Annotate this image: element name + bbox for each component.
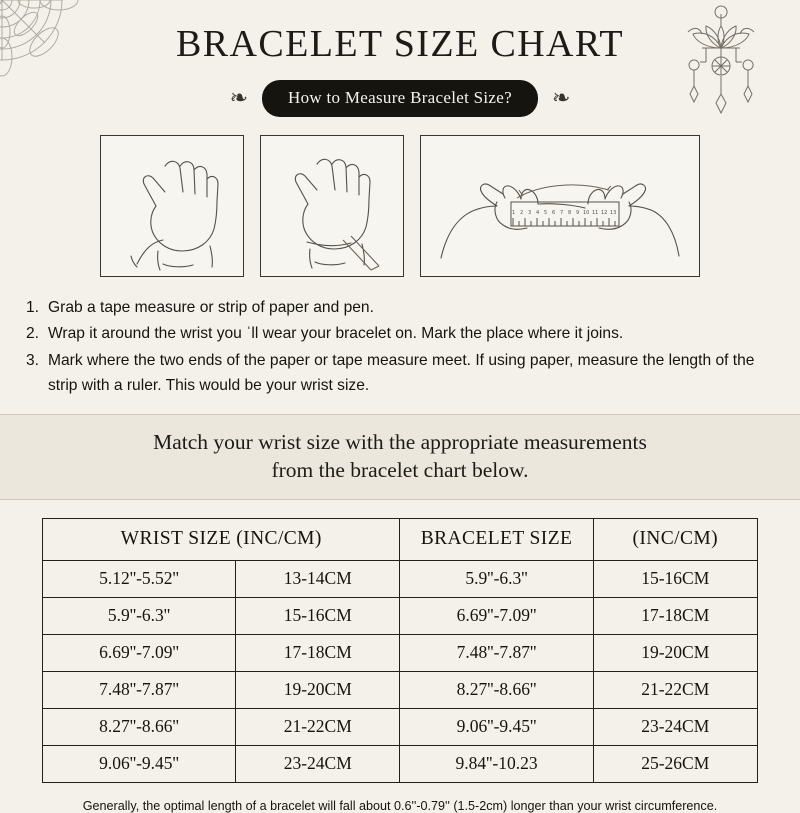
- cell-wrist-inches: 5.12''-5.52'': [43, 560, 236, 597]
- subtitle-row: [0, 80, 800, 117]
- illustration-hand-with-paper-strip: [260, 135, 404, 277]
- step-number: 2.: [26, 325, 40, 343]
- cell-wrist-cm: 21-22CM: [236, 708, 400, 745]
- table-row: [43, 745, 758, 782]
- list-item: [26, 295, 770, 320]
- match-instruction-band: [0, 414, 800, 500]
- svg-text:1: 1: [512, 210, 516, 216]
- flourish-right-icon: ❧: [551, 86, 571, 111]
- cell-bracelet-inches: 9.06''-9.45'': [400, 708, 593, 745]
- table-header-row: [43, 518, 758, 560]
- page-title: BRACELET SIZE CHART: [176, 23, 624, 65]
- cell-wrist-cm: 17-18CM: [236, 634, 400, 671]
- table-row: [43, 671, 758, 708]
- size-chart-table: [42, 518, 758, 783]
- cell-bracelet-cm: 19-20CM: [593, 634, 757, 671]
- cell-bracelet-cm: 17-18CM: [593, 597, 757, 634]
- column-header-bracelet-units: (INC/CM): [593, 518, 757, 560]
- illustrations-row: [0, 135, 800, 277]
- instructions-list: [0, 295, 800, 398]
- svg-text:4: 4: [536, 210, 540, 216]
- step-text: Mark where the two ends of the paper or tape measure meet. If using paper, measure the length of the strip with a ruler. This would be your wrist size.: [48, 351, 755, 394]
- cell-bracelet-inches: 8.27''-8.66'': [400, 671, 593, 708]
- cell-wrist-cm: 13-14CM: [236, 560, 400, 597]
- cell-wrist-inches: 9.06''-9.45'': [43, 745, 236, 782]
- svg-text:9: 9: [576, 210, 580, 216]
- svg-text:6: 6: [552, 210, 556, 216]
- cell-wrist-cm: 23-24CM: [236, 745, 400, 782]
- cell-bracelet-cm: 15-16CM: [593, 560, 757, 597]
- svg-text:7: 7: [560, 210, 564, 216]
- cell-wrist-cm: 15-16CM: [236, 597, 400, 634]
- flourish-left-icon: ❧: [229, 86, 249, 111]
- cell-bracelet-inches: 9.84''-10.23: [400, 745, 593, 782]
- table-row: [43, 560, 758, 597]
- how-to-measure-badge: How to Measure Bracelet Size?: [262, 80, 538, 117]
- cell-wrist-cm: 19-20CM: [236, 671, 400, 708]
- cell-wrist-inches: 7.48''-7.87'': [43, 671, 236, 708]
- illustration-measuring-strip-with-ruler: [420, 135, 700, 277]
- column-header-bracelet-size: BRACELET SIZE: [400, 518, 593, 560]
- svg-text:11: 11: [592, 210, 599, 216]
- svg-text:5: 5: [544, 210, 548, 216]
- svg-text:8: 8: [568, 210, 572, 216]
- list-item: [26, 321, 770, 346]
- svg-text:3: 3: [528, 210, 532, 216]
- cell-bracelet-cm: 23-24CM: [593, 708, 757, 745]
- footnote-text: Generally, the optimal length of a bracelet will fall about 0.6''-0.79'' (1.5-2cm) longer than your wrist circumference.: [82, 798, 718, 813]
- list-item: [26, 348, 770, 399]
- step-text: Grab a tape measure or strip of paper and pen.: [48, 299, 374, 316]
- table-row: [43, 597, 758, 634]
- svg-text:13: 13: [610, 210, 617, 216]
- cell-wrist-inches: 5.9''-6.3'': [43, 597, 236, 634]
- band-line-1: Match your wrist size with the appropriate measurements: [153, 430, 647, 454]
- cell-bracelet-inches: 6.69''-7.09'': [400, 597, 593, 634]
- column-header-wrist-size: WRIST SIZE (INC/CM): [43, 518, 400, 560]
- cell-wrist-inches: 6.69''-7.09'': [43, 634, 236, 671]
- cell-bracelet-inches: 7.48''-7.87'': [400, 634, 593, 671]
- svg-text:10: 10: [583, 210, 590, 216]
- step-text: Wrap it around the wrist you ˈll wear your bracelet on. Mark the place where it joins.: [48, 325, 624, 343]
- svg-text:12: 12: [601, 210, 608, 216]
- band-line-2: from the bracelet chart below.: [271, 458, 529, 483]
- step-number: 1.: [26, 299, 40, 316]
- step-number: 3.: [26, 351, 40, 369]
- table-row: [43, 634, 758, 671]
- svg-text:2: 2: [520, 210, 524, 216]
- cell-bracelet-cm: 21-22CM: [593, 671, 757, 708]
- cell-bracelet-inches: 5.9''-6.3'': [400, 560, 593, 597]
- illustration-hand-with-tape-measure: [100, 135, 244, 277]
- cell-wrist-inches: 8.27''-8.66'': [43, 708, 236, 745]
- cell-bracelet-cm: 25-26CM: [593, 745, 757, 782]
- table-row: [43, 708, 758, 745]
